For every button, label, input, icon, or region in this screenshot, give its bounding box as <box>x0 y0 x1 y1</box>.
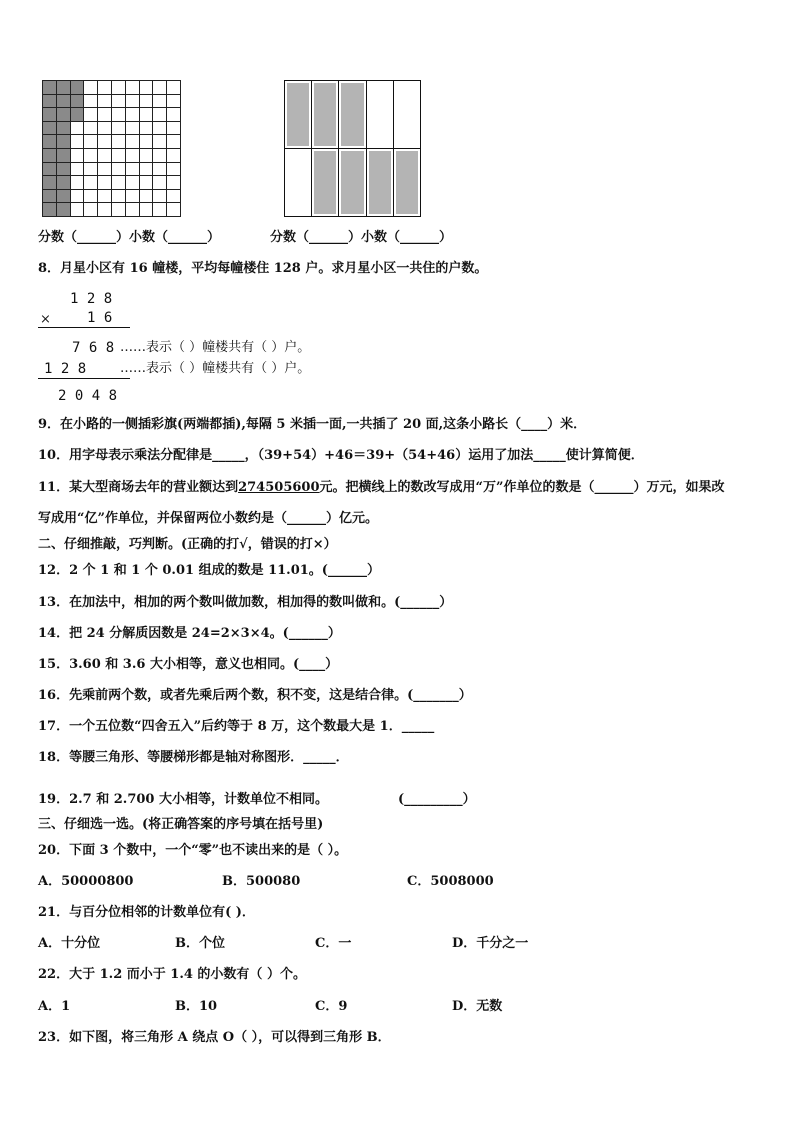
grid-cell <box>152 121 167 136</box>
grid-cell <box>97 134 112 149</box>
grid-cell <box>166 121 181 136</box>
question-8: 8．月星小区有 16 幢楼，平均每幢楼住 128 户。求月星小区一共住的户数。 <box>38 261 488 276</box>
grid-cell <box>111 148 126 163</box>
grid-cell <box>166 94 181 109</box>
grid-cell <box>56 148 71 163</box>
grid-cell <box>139 94 154 109</box>
question-21: 21．与百分位相邻的计数单位有( )． <box>38 905 255 920</box>
product-result: 2 0 4 8 <box>58 388 118 404</box>
grid-cell <box>166 148 181 163</box>
grid-cell <box>166 162 181 177</box>
bar-cell <box>338 80 366 149</box>
grid-cell <box>152 202 167 217</box>
grid-cell <box>56 134 71 149</box>
question-14: 14．把 24 分解质因数是 24=2×3×4。(______） <box>38 626 341 641</box>
grid-cell <box>139 134 154 149</box>
question-19: 19．2.7 和 2.700 大小相等，计数单位不相同。 <box>38 792 328 807</box>
question-12: 12．2 个 1 和 1 个 0.01 组成的数是 11.01。(______） <box>38 563 380 578</box>
grid-cell <box>166 189 181 204</box>
grid-cell <box>70 175 85 190</box>
grid-cell <box>70 107 85 122</box>
grid-cell <box>42 148 57 163</box>
grid-cell <box>70 80 85 95</box>
multiplication-rule-2 <box>38 378 130 379</box>
q20-option-c: C．5008000 <box>407 874 494 889</box>
grid-cell <box>152 175 167 190</box>
multiplicand: 1 2 8 <box>70 291 113 307</box>
grid-cell <box>111 121 126 136</box>
question-9: 9．在小路的一侧插彩旗(两端都插),每隔 5 米插一面,一共插了 20 面,这条小路长（____）米． <box>38 417 587 432</box>
grid-cell <box>42 162 57 177</box>
partial-product-2-note: ……表示（ ）幢楼共有（ ）户。 <box>120 361 311 376</box>
bar-cell <box>338 148 366 217</box>
grid-cell <box>111 202 126 217</box>
grid-cell <box>56 94 71 109</box>
grid-cell <box>111 162 126 177</box>
grid-cell <box>152 162 167 177</box>
grid-cell <box>56 162 71 177</box>
grid-cell <box>125 202 140 217</box>
q22-option-c: C．9 <box>315 999 348 1014</box>
grid-cell <box>97 148 112 163</box>
q21-option-a: A．十分位 <box>38 936 101 951</box>
q22-option-b: B．10 <box>175 999 218 1014</box>
bar-cell <box>311 80 339 149</box>
question-20: 20．下面 3 个数中，一个“零”也不读出来的是（ ）。 <box>38 843 348 858</box>
grid-cell <box>70 189 85 204</box>
section-3-heading: 三、仔细选一选。(将正确答案的序号填在括号里) <box>38 817 324 832</box>
grid-cell <box>125 80 140 95</box>
partial-product-2: 1 2 8 <box>44 361 87 377</box>
q20-option-a: A．50000800 <box>38 874 134 889</box>
grid-cell <box>83 148 98 163</box>
question-13: 13．在加法中，相加的两个数叫做加数，相加得的数叫做和。(______） <box>38 595 453 610</box>
grid-cell <box>111 175 126 190</box>
grid-cell <box>70 121 85 136</box>
grid-cell <box>125 148 140 163</box>
grid-cell <box>97 189 112 204</box>
grid-cell <box>152 134 167 149</box>
underlined-number: 274505600 <box>238 480 320 495</box>
grid-cell <box>125 134 140 149</box>
question-19-blank: (_________） <box>398 792 476 807</box>
grid-cell <box>152 107 167 122</box>
grid-cell <box>56 202 71 217</box>
grid-cell <box>83 121 98 136</box>
partial-product-1: 7 6 8 <box>72 340 115 356</box>
q21-option-b: B．个位 <box>175 936 225 951</box>
grid-cell <box>97 80 112 95</box>
grid-cell <box>42 80 57 95</box>
grid-cell <box>111 107 126 122</box>
grid-cell <box>83 202 98 217</box>
grid-cell <box>139 121 154 136</box>
q21-option-c: C．一 <box>315 936 352 951</box>
grid-cell <box>97 202 112 217</box>
partial-product-1-note: ……表示（ ）幢楼共有（ ）户。 <box>120 340 311 355</box>
q21-option-d: D．千分之一 <box>452 936 529 951</box>
grid-cell <box>111 80 126 95</box>
bar-cell <box>284 148 312 217</box>
ten-part-rectangle-figure <box>284 80 420 216</box>
question-17: 17．一个五位数“四舍五入”后约等于 8 万，这个数最大是 1．_____ <box>38 719 435 734</box>
grid-cell <box>70 148 85 163</box>
grid-cell <box>70 134 85 149</box>
question-15: 15．3.60 和 3.6 大小相等，意义也相同。(____） <box>38 657 339 672</box>
grid-cell <box>83 134 98 149</box>
grid-cell <box>125 162 140 177</box>
question-10: 10．用字母表示乘法分配律是_____，（39+54）+46＝39+（54+46）运用了加法_____使计算简便． <box>38 448 644 463</box>
grid-cell <box>42 121 57 136</box>
question-16: 16．先乘前两个数，或者先乘后两个数，积不变，这是结合律。(_______） <box>38 688 472 703</box>
grid-cell <box>152 189 167 204</box>
grid-cell <box>111 134 126 149</box>
grid-cell <box>166 202 181 217</box>
question-11-line-1: 11．某大型商场去年的营业额达到274505600元。把横线上的数改写成用“万”作单位的数是（______）万元，如果改 <box>38 480 725 495</box>
grid-cell <box>56 107 71 122</box>
grid-cell <box>139 148 154 163</box>
multiplier: 1 6 <box>87 310 113 326</box>
grid-cell <box>97 162 112 177</box>
q22-option-a: A．1 <box>38 999 71 1014</box>
q20-option-b: B．500080 <box>222 874 301 889</box>
grid-cell <box>56 80 71 95</box>
bar-cell <box>366 80 394 149</box>
grid-cell <box>166 80 181 95</box>
grid-cell <box>166 175 181 190</box>
grid-cell <box>139 107 154 122</box>
grid-cell <box>83 162 98 177</box>
grid-cell <box>125 189 140 204</box>
question-11-line-2: 写成用“亿”作单位，并保留两位小数约是（______）亿元。 <box>38 511 378 526</box>
grid-cell <box>97 175 112 190</box>
grid-cell <box>83 175 98 190</box>
grid-cell <box>97 94 112 109</box>
grid-cell <box>56 189 71 204</box>
grid-cell <box>83 107 98 122</box>
grid-cell <box>139 202 154 217</box>
grid-cell <box>83 189 98 204</box>
grid-cell <box>139 189 154 204</box>
fig-right-answer-blanks: 分数（______）小数（______） <box>270 230 453 245</box>
grid-cell <box>152 148 167 163</box>
section-2-heading: 二、仔细推敲，巧判断。(正确的打√，错误的打×） <box>38 537 337 552</box>
grid-cell <box>139 162 154 177</box>
grid-cell <box>42 202 57 217</box>
grid-cell <box>111 94 126 109</box>
question-23: 23．如下图，将三角形 A 绕点 O（ ），可以得到三角形 B． <box>38 1030 391 1045</box>
bar-cell <box>284 80 312 149</box>
grid-cell <box>166 134 181 149</box>
grid-cell <box>139 80 154 95</box>
bar-cell <box>311 148 339 217</box>
grid-cell <box>125 121 140 136</box>
grid-cell <box>42 107 57 122</box>
hundred-grid-figure <box>42 80 180 216</box>
grid-cell <box>125 175 140 190</box>
grid-cell <box>56 121 71 136</box>
q22-option-d: D．无数 <box>452 999 503 1014</box>
grid-cell <box>152 80 167 95</box>
grid-cell <box>42 175 57 190</box>
grid-cell <box>139 175 154 190</box>
times-sign: × <box>40 312 51 327</box>
question-22: 22．大于 1.2 而小于 1.4 的小数有（ ）个。 <box>38 967 306 982</box>
bar-cell <box>366 148 394 217</box>
grid-cell <box>42 134 57 149</box>
grid-cell <box>97 121 112 136</box>
grid-cell <box>70 94 85 109</box>
grid-cell <box>70 162 85 177</box>
grid-cell <box>42 94 57 109</box>
grid-cell <box>152 94 167 109</box>
grid-cell <box>111 189 126 204</box>
grid-cell <box>125 107 140 122</box>
grid-cell <box>83 80 98 95</box>
grid-cell <box>125 94 140 109</box>
fig-left-answer-blanks: 分数（______）小数（______） <box>38 230 221 245</box>
bar-cell <box>393 148 421 217</box>
grid-cell <box>97 107 112 122</box>
bar-cell <box>393 80 421 149</box>
grid-cell <box>166 107 181 122</box>
grid-cell <box>70 202 85 217</box>
grid-cell <box>83 94 98 109</box>
question-18: 18．等腰三角形、等腰梯形都是轴对称图形．_____． <box>38 750 349 765</box>
grid-cell <box>42 189 57 204</box>
multiplication-rule-1 <box>38 327 130 328</box>
grid-cell <box>56 175 71 190</box>
